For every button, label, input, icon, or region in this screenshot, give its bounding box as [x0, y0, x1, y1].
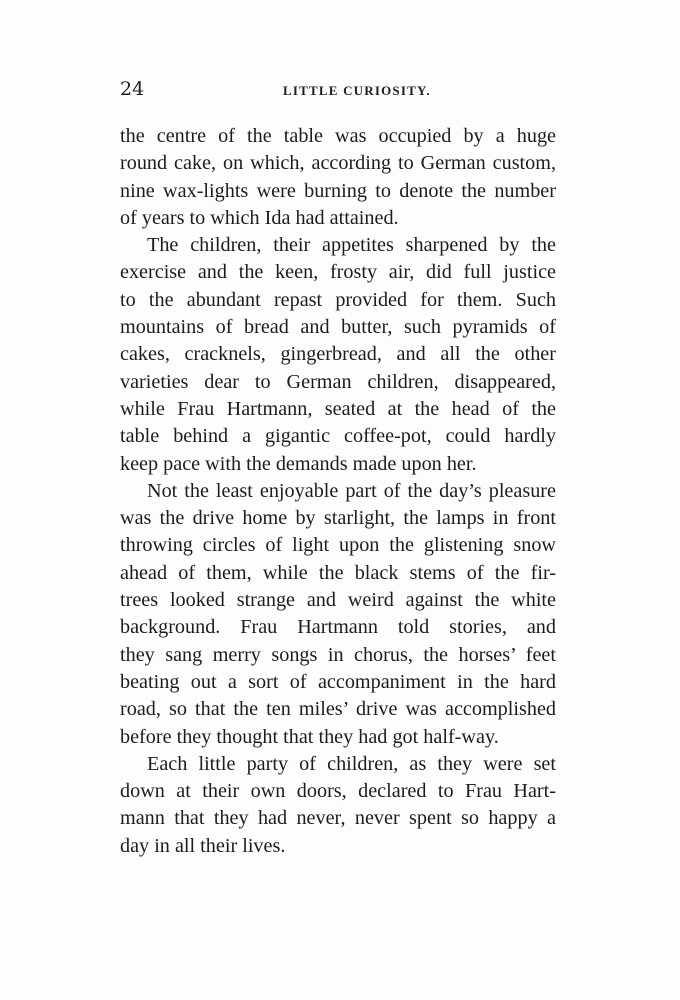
text-line: road, so that the ten miles’ drive was accomplished — [120, 698, 556, 721]
text-line: mountains of bread and butter, such pyramids of — [120, 316, 556, 339]
text-line: Each little party of children, as they were set — [147, 752, 556, 775]
body-text — [120, 123, 556, 860]
text-line: varieties dear to German children, disappeared, — [120, 370, 556, 393]
text-line: while Frau Hartmann, seated at the head of the — [120, 397, 556, 420]
text-line: before they thought that they had got half-way. — [120, 725, 499, 748]
text-line: beating out a sort of accompaniment in the hard — [120, 670, 556, 693]
text-line: to the abundant repast provided for them. Such — [120, 288, 556, 311]
text-line: day in all their lives. — [120, 834, 286, 857]
page-header — [120, 77, 556, 107]
text-line: throwing circles of light upon the glistening snow — [120, 534, 556, 557]
paragraph-4 — [120, 751, 556, 860]
text-line: cakes, cracknels, gingerbread, and all the other — [120, 343, 556, 366]
text-line: was the drive home by starlight, the lamps in front — [120, 507, 556, 530]
text-line: trees looked strange and weird against the white — [120, 589, 556, 612]
text-line: mann that they had never, never spent so happy a — [120, 807, 556, 830]
text-line: Not the least enjoyable part of the day’s pleasure — [147, 479, 556, 502]
text-line: of years to which Ida had attained. — [120, 206, 399, 229]
text-line: table behind a gigantic coffee-pot, could hardly — [120, 425, 556, 448]
text-line: background. Frau Hartmann told stories, and — [120, 616, 556, 639]
text-line: they sang merry songs in chorus, the horses’ feet — [120, 643, 556, 666]
paragraph-2 — [120, 232, 556, 478]
text-line: The children, their appetites sharpened by the — [147, 234, 556, 257]
text-line: the centre of the table was occupied by a huge — [120, 125, 556, 147]
text-line: nine wax-lights were burning to denote the number — [120, 179, 556, 202]
paragraph-1 — [120, 123, 556, 232]
text-line: keep pace with the demands made upon her. — [120, 452, 477, 475]
text-line: round cake, on which, according to German custom, — [120, 152, 556, 175]
text-line: exercise and the keen, frosty air, did full justice — [120, 261, 556, 284]
page-number: 24 — [120, 78, 145, 100]
running-title: LITTLE CURIOSITY. — [283, 83, 431, 98]
paragraph-3 — [120, 478, 556, 751]
text-line: down at their own doors, declared to Frau Hart- — [120, 780, 556, 803]
text-line: ahead of them, while the black stems of the fir- — [120, 561, 556, 584]
